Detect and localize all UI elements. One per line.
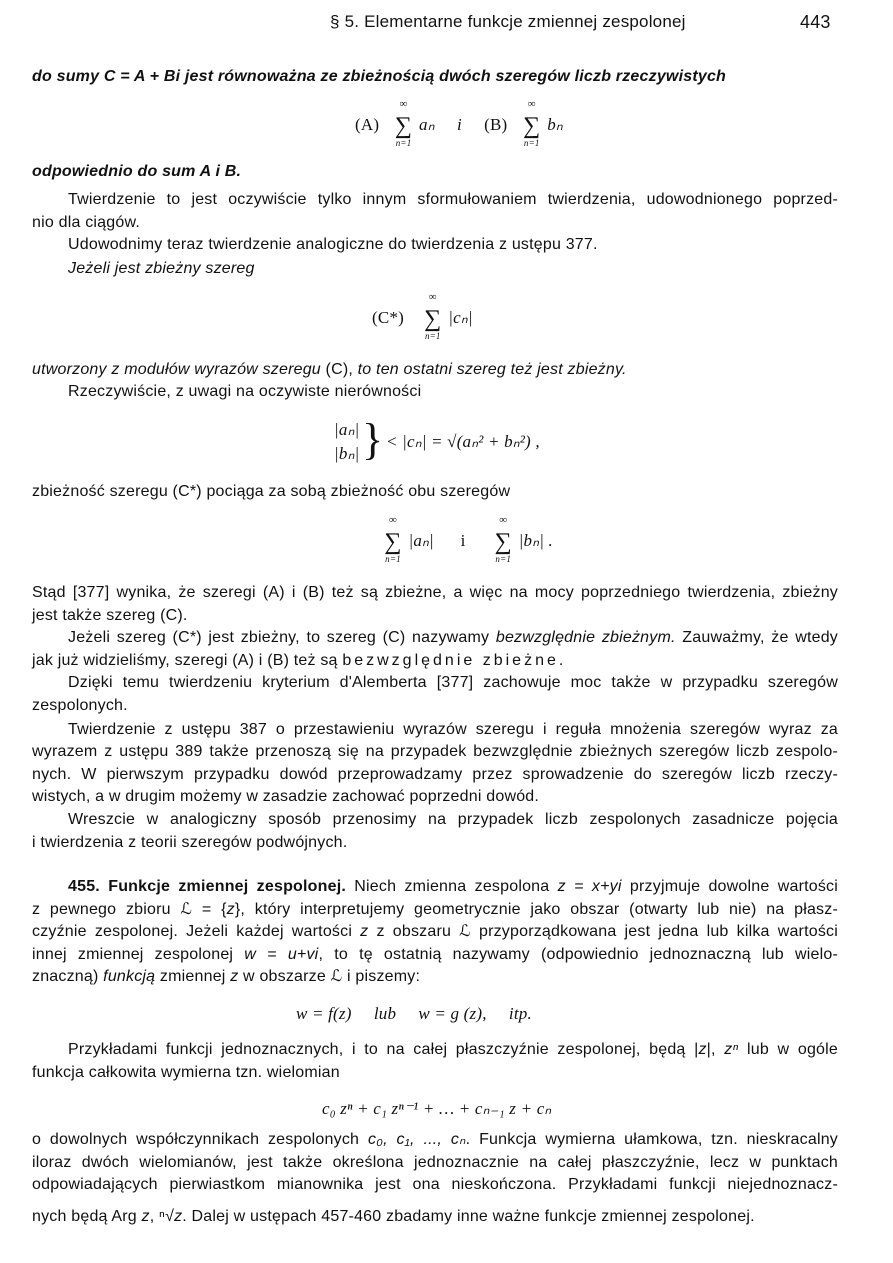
text-line (68, 258, 838, 280)
text-segment: z (174, 1208, 183, 1225)
text-line (32, 161, 838, 183)
label-c-star: (C*) (372, 307, 404, 327)
text-line (32, 1152, 838, 1174)
text-segment: z (141, 1208, 150, 1225)
text-segment: w obszarze ℒ i piszemy: (238, 968, 421, 985)
text-segment: odpowiadających pierwiastkom mianownika jest ona nieskończona. Przykładami funkcji niejednoznacz- (32, 1176, 838, 1193)
text-segment: nych. W pierwszym przypadku dowód przeprowadzamy przez sprowadzenie do szeregów liczb rzeczy- (32, 766, 838, 783)
sum-symbol: ∞ ∑ n=1 (523, 98, 541, 148)
text-line (32, 966, 838, 988)
sum-symbol: ∞ ∑ n=1 (424, 291, 442, 341)
text-segment: (C), (325, 361, 354, 378)
text-segment: lub w ogóle (738, 1041, 838, 1058)
formula-series-a-b (355, 98, 563, 148)
text-segment: Niech zmienna zespolona (346, 878, 558, 895)
abs-b: |bₙ| (334, 444, 360, 463)
text-segment: Udowodnimy teraz twierdzenie analogiczne do twierdzenia z ustępu 377. (68, 236, 598, 253)
text-line (68, 189, 838, 211)
text-segment: wyrazem z ustępu 389 także przenoszą się na przypadek bezwzględnie zbieżnych szeregów liczb zespolo- (32, 743, 838, 760)
text-segment: z = x+yi (557, 878, 622, 895)
text-segment: }, który interpretujemy geometrycznie jako obszar (otwarty lub nie) na płasz- (234, 901, 838, 918)
text-line (68, 672, 838, 694)
text-line (32, 899, 838, 921)
text-line (68, 1039, 838, 1061)
formula-inequality (334, 415, 540, 468)
text-segment: Przykładami funkcji jednoznacznych, i to na całej płaszczyźnie zespolonej, będą | (68, 1041, 699, 1058)
text-segment: o dowolnych współczynnikach zespolonych (32, 1131, 368, 1148)
sum-symbol: ∞ ∑ n=1 (384, 514, 402, 564)
sum-symbol: ∞ ∑ n=1 (394, 98, 413, 148)
text-segment: Stąd [377] wynika, że szeregi (A) i (B) też są zbieżne, a więc na mocy poprzedniego twierdzenia, zbieżny (32, 584, 838, 601)
text-segment: jak już widzieliśmy, szeregi (A) i (B) też są (32, 652, 343, 669)
text-segment: , to tę ostatnią nazywamy (odpowiednio jednoznaczną lub wielo- (318, 946, 838, 963)
text-segment: Wreszcie w analogiczny sposób przenosimy na przypadek liczb zespolonych zasadnicze pojęcia (68, 811, 838, 828)
text-line (32, 1206, 838, 1228)
text-line (32, 944, 838, 966)
text-segment: . Dalej w ustępach 457-460 zbadamy inne ważne funkcje zmiennej zespolonej. (182, 1208, 755, 1225)
text-segment: Jeżeli jest zbieżny szereg (68, 260, 255, 277)
text-segment: c₀, c₁, ..., cₙ (367, 1131, 466, 1148)
text-line (32, 1062, 838, 1084)
formula-series-c-star (372, 291, 473, 341)
text-segment: zⁿ (724, 1041, 739, 1058)
text-segment: Twierdzenie to jest oczywiście tylko innym sformułowaniem twierdzenia, udowodnionego poprzed- (68, 191, 838, 208)
formula-abs-sums (382, 514, 553, 564)
text-line (32, 741, 838, 763)
text-line (68, 381, 838, 403)
text-line (32, 582, 838, 604)
formula-polynomial: c₀ zⁿ + c₁ zⁿ⁻¹ + … + cₙ₋₁ z + cₙ (322, 1099, 552, 1118)
page-number: 443 (800, 12, 831, 32)
text-line (32, 359, 838, 381)
text-segment: z pewnego zbioru ℒ = { (32, 901, 227, 918)
modulus-relation: < |cₙ| = √(aₙ² + bₙ²) , (386, 432, 540, 451)
text-segment: 455. Funkcje zmiennej zespolonej. (68, 878, 347, 895)
text-line (32, 212, 838, 234)
text-segment: bezwzględnie zbieżne. (342, 652, 567, 669)
text-segment: do sumy C = A + Bi jest równoważna ze zbieżnością dwóch szeregów liczb rzeczywistych (32, 68, 727, 85)
text-line (68, 719, 838, 741)
text-segment: z (698, 1041, 707, 1058)
text-line (68, 809, 838, 831)
text-line (68, 627, 838, 649)
text-line (32, 1129, 838, 1151)
conjunction: i (460, 530, 466, 550)
text-segment: Dzięki temu twierdzeniu kryterium d'Alemberta [377] zachowuje moc także w przypadku szeregów (68, 674, 838, 691)
abs-term-a: |aₙ| (408, 530, 434, 550)
term-c: |cₙ| (448, 307, 473, 327)
term-a: aₙ (419, 114, 435, 134)
text-segment: zbieżność szeregu (C*) pociąga za sobą zbieżność obu szeregów (32, 483, 511, 500)
text-segment: |, (706, 1041, 725, 1058)
formula-function-notation: w = f(z) lub w = g (z), itp. (296, 1004, 532, 1023)
text-segment: w = u+vi (244, 946, 319, 963)
text-segment: iloraz dwóch wielomianów, jest także określona jednoznacznie na całej płaszczyźnie, lecz w punktach (32, 1154, 838, 1171)
text-segment: nio dla ciągów. (32, 214, 140, 231)
text-line (32, 605, 838, 627)
brace: } (362, 415, 384, 464)
term-b: bₙ (547, 114, 563, 134)
text-segment: , ⁿ√ (149, 1208, 175, 1225)
text-segment: funkcją (103, 968, 156, 985)
text-line (32, 921, 838, 943)
text-segment: nych będą Arg (32, 1208, 142, 1225)
text-segment: bezwzględnie zbieżnym. (495, 629, 676, 646)
text-segment: zespolonych. (32, 697, 128, 714)
text-segment: Rzeczywiście, z uwagi na oczywiste nierówności (68, 383, 422, 400)
text-line (32, 481, 838, 503)
text-segment: wistych, a w drugim możemy w zasadzie zachować poprzedni dowód. (32, 788, 540, 805)
text-line (32, 764, 838, 786)
sum-symbol: ∞ ∑ n=1 (494, 514, 512, 564)
text-segment: Jeżeli szereg (C*) jest zbieżny, to szereg (C) nazywamy (68, 629, 496, 646)
text-segment: czyźnie zespolonej. Jeżeli każdej wartości (32, 923, 361, 940)
abs-a: |aₙ| (334, 420, 360, 439)
text-segment: zmiennej (155, 968, 231, 985)
text-segment: utworzony z modułów wyrazów szeregu (32, 361, 326, 378)
text-segment: odpowiednio do sum A i B. (32, 163, 242, 180)
text-line (32, 1174, 838, 1196)
text-segment: z (230, 968, 239, 985)
text-line (68, 234, 838, 256)
text-segment: przyjmuje dowolne wartości (621, 878, 838, 895)
label-b: (B) (484, 114, 508, 134)
text-line (32, 650, 838, 672)
text-segment: Twierdzenie z ustępu 387 o przestawieniu wyrazów szeregu i reguła mnożenia szeregów wyraz za (68, 721, 838, 738)
text-segment: innej zmiennej zespolonej (32, 946, 245, 963)
text-segment: Zauważmy, że wtedy (675, 629, 838, 646)
text-line (32, 66, 838, 88)
conjunction: i (456, 114, 462, 134)
header-title: § 5. Elementarne funkcje zmiennej zespolonej (330, 12, 686, 31)
text-segment: i twierdzenia z teorii szeregów podwójnych. (32, 834, 348, 851)
text-segment: funkcja całkowita wymierna tzn. wielomian (32, 1064, 340, 1081)
text-segment: znaczną) (32, 968, 104, 985)
text-segment: z (226, 901, 235, 918)
text-segment: to ten ostatni szereg też jest zbieżny. (353, 361, 627, 378)
text-segment: jest także szereg (C). (32, 607, 188, 624)
text-line (32, 695, 838, 717)
label-a: (A) (355, 114, 380, 134)
text-line (32, 786, 838, 808)
text-line (32, 832, 838, 854)
running-header (0, 10, 893, 34)
abs-term-b: |bₙ| . (518, 530, 553, 550)
text-segment: z (360, 923, 369, 940)
text-line (68, 876, 838, 898)
text-segment: z obszaru ℒ przyporządkowana jest jedna lub kilka wartości (368, 923, 838, 940)
text-segment: . Funkcja wymierna ułamkowa, tzn. nieskracalny (465, 1131, 838, 1148)
